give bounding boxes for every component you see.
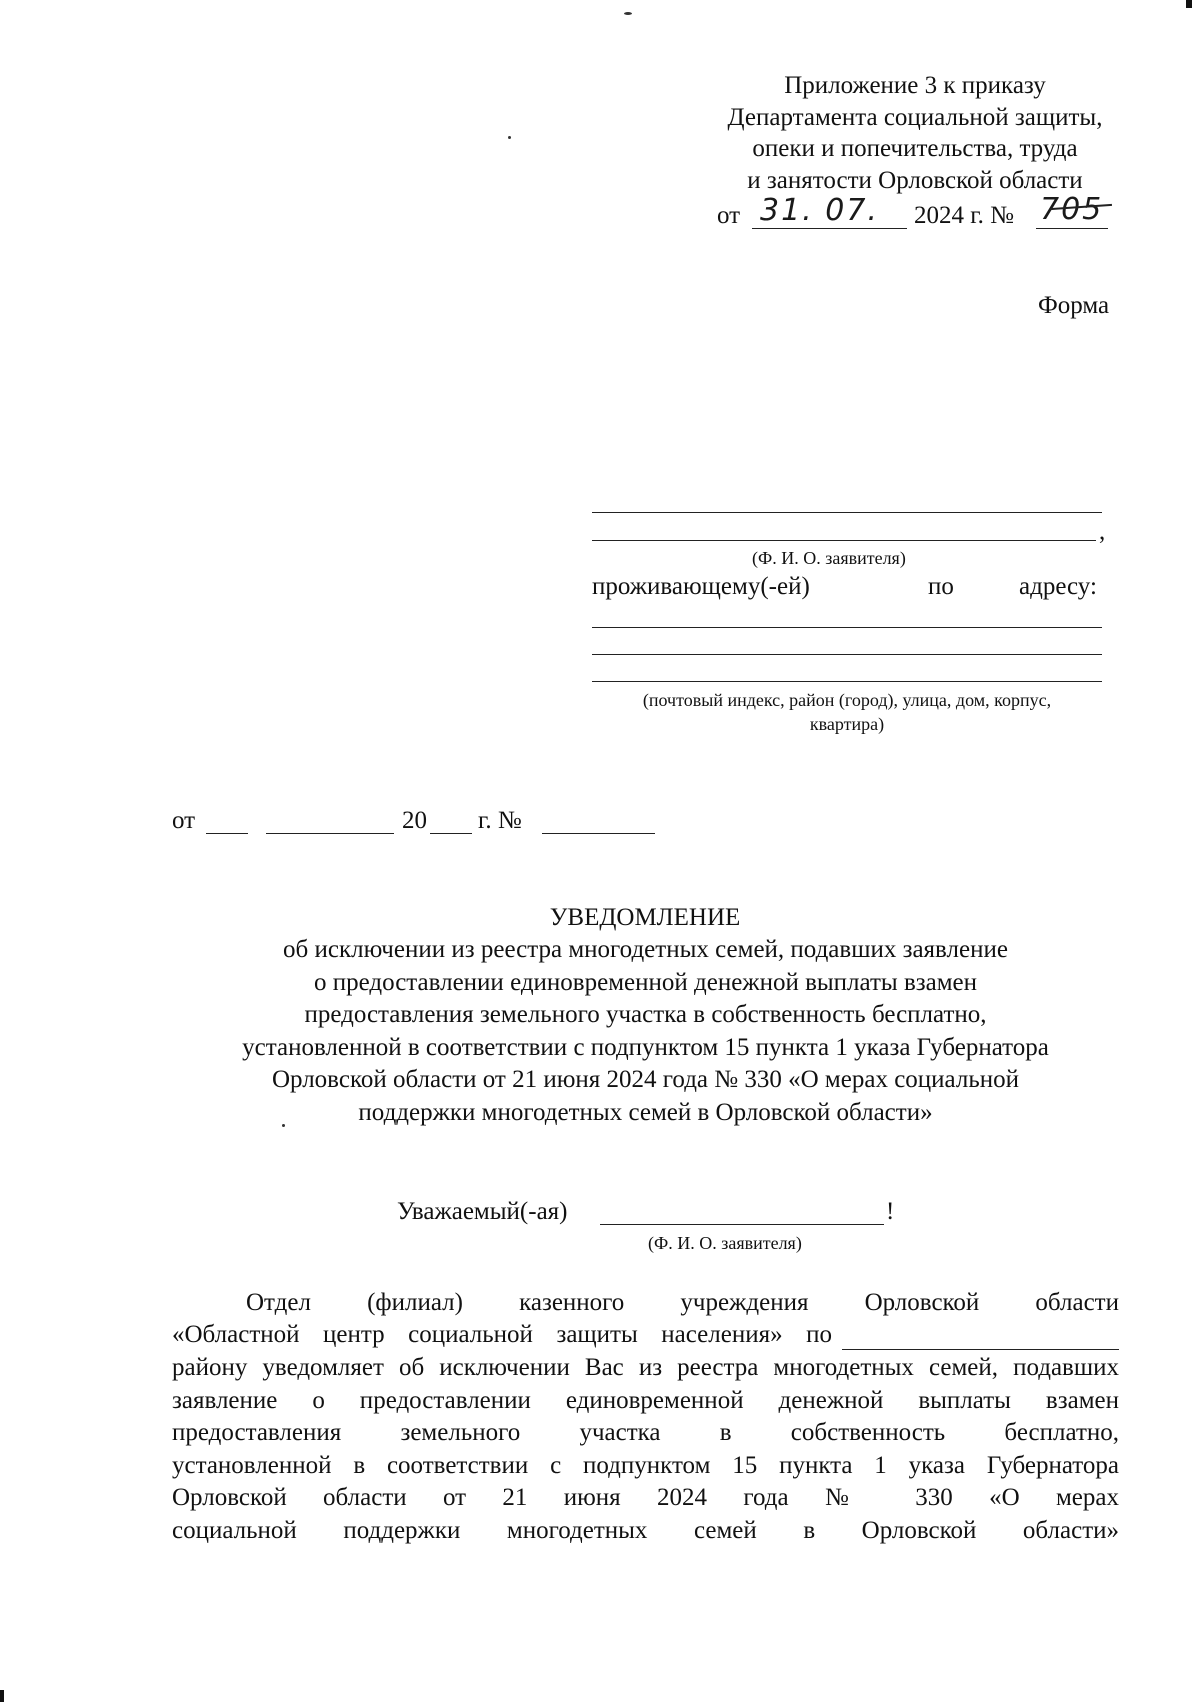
notice-year-suffix: г. № — [478, 807, 522, 834]
body-line-4: заявление о предоставлении единовременной денежной выплаты взамен — [172, 1387, 1119, 1414]
notice-year-underline — [430, 833, 472, 834]
appendix-header — [690, 70, 1140, 196]
scan-speck — [624, 12, 632, 15]
residing-word-3: адресу: — [1019, 573, 1097, 600]
order-number-handwritten: 705 — [1040, 192, 1104, 227]
appendix-line-1: Приложение 3 к приказу — [784, 72, 1046, 99]
notice-subtitle-line-1: об исключении из реестра многодетных семей, подавших заявление — [283, 936, 1008, 963]
scan-speck — [0, 1690, 4, 1702]
residing-word-1: проживающему(-ей) — [592, 573, 810, 600]
body-line-2: «Областной центр социальной защиты населения» по — [172, 1321, 832, 1348]
greeting-exclamation: ! — [886, 1198, 895, 1225]
body-line-7: Орловской области от 21 июня 2024 года № 330 «О мерах — [172, 1484, 1119, 1511]
recipient-fio-caption: (Ф. И. О. заявителя) — [752, 548, 906, 568]
greeting-text: Уважаемый(-ая) — [397, 1198, 568, 1225]
notice-month-underline — [266, 833, 394, 834]
notice-subtitle-line-6: поддержки многодетных семей в Орловской области» — [358, 1098, 933, 1126]
appendix-line-2: Департамента социальной защиты, — [727, 103, 1103, 131]
appendix-line-4: и занятости Орловской области — [747, 166, 1083, 194]
notice-year-prefix: 20 — [402, 807, 427, 834]
order-date-handwritten: 31. 07. — [760, 193, 879, 228]
notice-title: УВЕДОМЛЕНИЕ — [549, 904, 741, 931]
body-district-underline — [842, 1349, 1119, 1350]
address-line-3 — [592, 681, 1102, 682]
notice-subtitle-line-4: установленной в соответствии с подпунктом 15 пункта 1 указа Губернатора — [242, 1033, 1049, 1061]
scan-speck — [1186, 0, 1192, 8]
recipient-fio-line-1 — [592, 512, 1102, 513]
notice-subtitle-line-2: о предоставлении единовременной денежной выплаты взамен — [313, 968, 978, 996]
body-line-3: району уведомляет об исключении Вас из реестра многодетных семей, подавших — [172, 1354, 1119, 1381]
order-number-underline — [1036, 228, 1108, 229]
body-line-1: Отдел (филиал) казенного учреждения Орловской области — [246, 1289, 1119, 1316]
scan-speck — [508, 136, 511, 139]
address-line-1 — [592, 627, 1102, 628]
body-line-5: предоставления земельного участка в собственность бесплатно, — [172, 1419, 1119, 1446]
notice-subtitle-line-5: Орловской области от 21 июня 2024 года № 330 «О мерах социальной — [271, 1066, 1019, 1093]
address-line-2 — [592, 654, 1102, 655]
greeting-caption: (Ф. И. О. заявителя) — [648, 1233, 802, 1253]
order-from-label: от — [717, 202, 741, 229]
notice-subtitle-line-3: предоставления земельного участка в собственность бесплатно, — [304, 1001, 987, 1028]
address-caption-line-2: квартира) — [809, 714, 885, 734]
order-date-underline — [752, 228, 907, 229]
residing-word-2: по — [928, 573, 954, 600]
notice-number-underline — [542, 833, 655, 834]
address-caption-line-1: (почтовый индекс, район (город), улица, дом, корпус, — [642, 690, 1052, 710]
appendix-line-3: опеки и попечительства, труда — [752, 135, 1078, 162]
greeting-fio-underline — [600, 1224, 884, 1225]
recipient-fio-comma: , — [1099, 518, 1106, 545]
address-caption — [592, 688, 1102, 736]
form-label: Форма — [1038, 292, 1110, 319]
body-line-8: социальной поддержки многодетных семей в Орловской области» — [172, 1517, 1119, 1544]
body-line-6: установленной в соответствии с подпунктом 15 пункта 1 указа Губернатора — [172, 1452, 1119, 1479]
order-year-label: 2024 г. № — [914, 202, 1015, 229]
notice-day-underline — [206, 833, 248, 834]
recipient-fio-line-2 — [592, 540, 1096, 541]
notice-from-label: от — [172, 807, 196, 834]
notice-subtitle — [172, 934, 1119, 1129]
